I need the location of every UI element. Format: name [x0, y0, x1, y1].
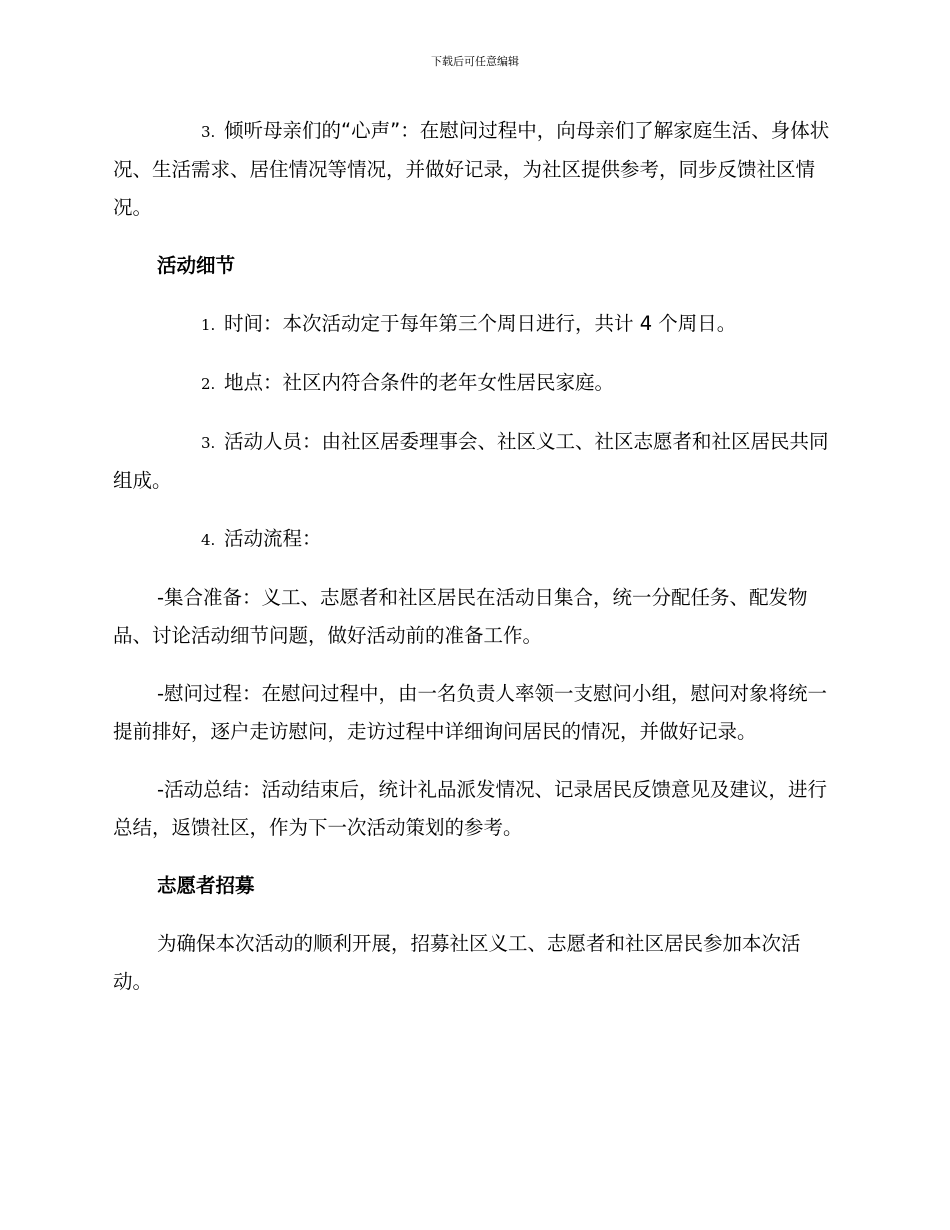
details-item-time [113, 305, 835, 344]
details-item-staff [113, 423, 835, 500]
list-text: 倾听母亲们的“心声”：在慰问过程中，向母亲们了解家庭生活、身体状况、生活需求、居住情况等情况，并做好记录，为社区提供参考，同步反馈社区情况。 [113, 119, 830, 219]
volunteer-heading: 志愿者招募 [157, 874, 255, 897]
details-heading: 活动细节 [157, 254, 236, 277]
volunteer-text: 为确保本次活动的顺利开展，招募社区义工、志愿者和社区居民参加本次活动。 [113, 932, 801, 993]
list-number: 3. [201, 123, 216, 141]
details-item-process [113, 520, 835, 559]
list-number: 1. [201, 316, 216, 334]
flow-gather: -集合准备：义工、志愿者和社区居民在活动日集合，统一分配任务、配发物品、讨论活动细节问题，做好活动前的准备工作。 [113, 586, 808, 647]
list-text: 时间：本次活动定于每年第三个周日进行，共计 4 个周日。 [224, 312, 737, 335]
details-item-location [113, 364, 835, 403]
list-number: 2. [201, 375, 216, 393]
flow-visit: -慰问过程：在慰问过程中，由一名负责人率领一支慰问小组，慰问对象将统一提前排好，逐户走访慰问，走访过程中详细询问居民的情况，并做好记录。 [113, 682, 828, 743]
flow-summary: -活动总结：活动结束后，统计礼品派发情况、记录居民反馈意见及建议，进行总结，返馈社区，作为下一次活动策划的参考。 [113, 778, 828, 839]
list-text: 地点：社区内符合条件的老年女性居民家庭。 [224, 371, 615, 394]
list-number: 4. [201, 531, 216, 549]
listen-item [113, 112, 835, 227]
list-number: 3. [201, 434, 216, 452]
page-header: 下载后可任意编辑 [431, 55, 519, 68]
list-text: 活动流程： [224, 527, 322, 550]
list-text: 活动人员：由社区居委理事会、社区义工、社区志愿者和社区居民共同组成。 [113, 430, 829, 492]
document-body [113, 112, 835, 1021]
